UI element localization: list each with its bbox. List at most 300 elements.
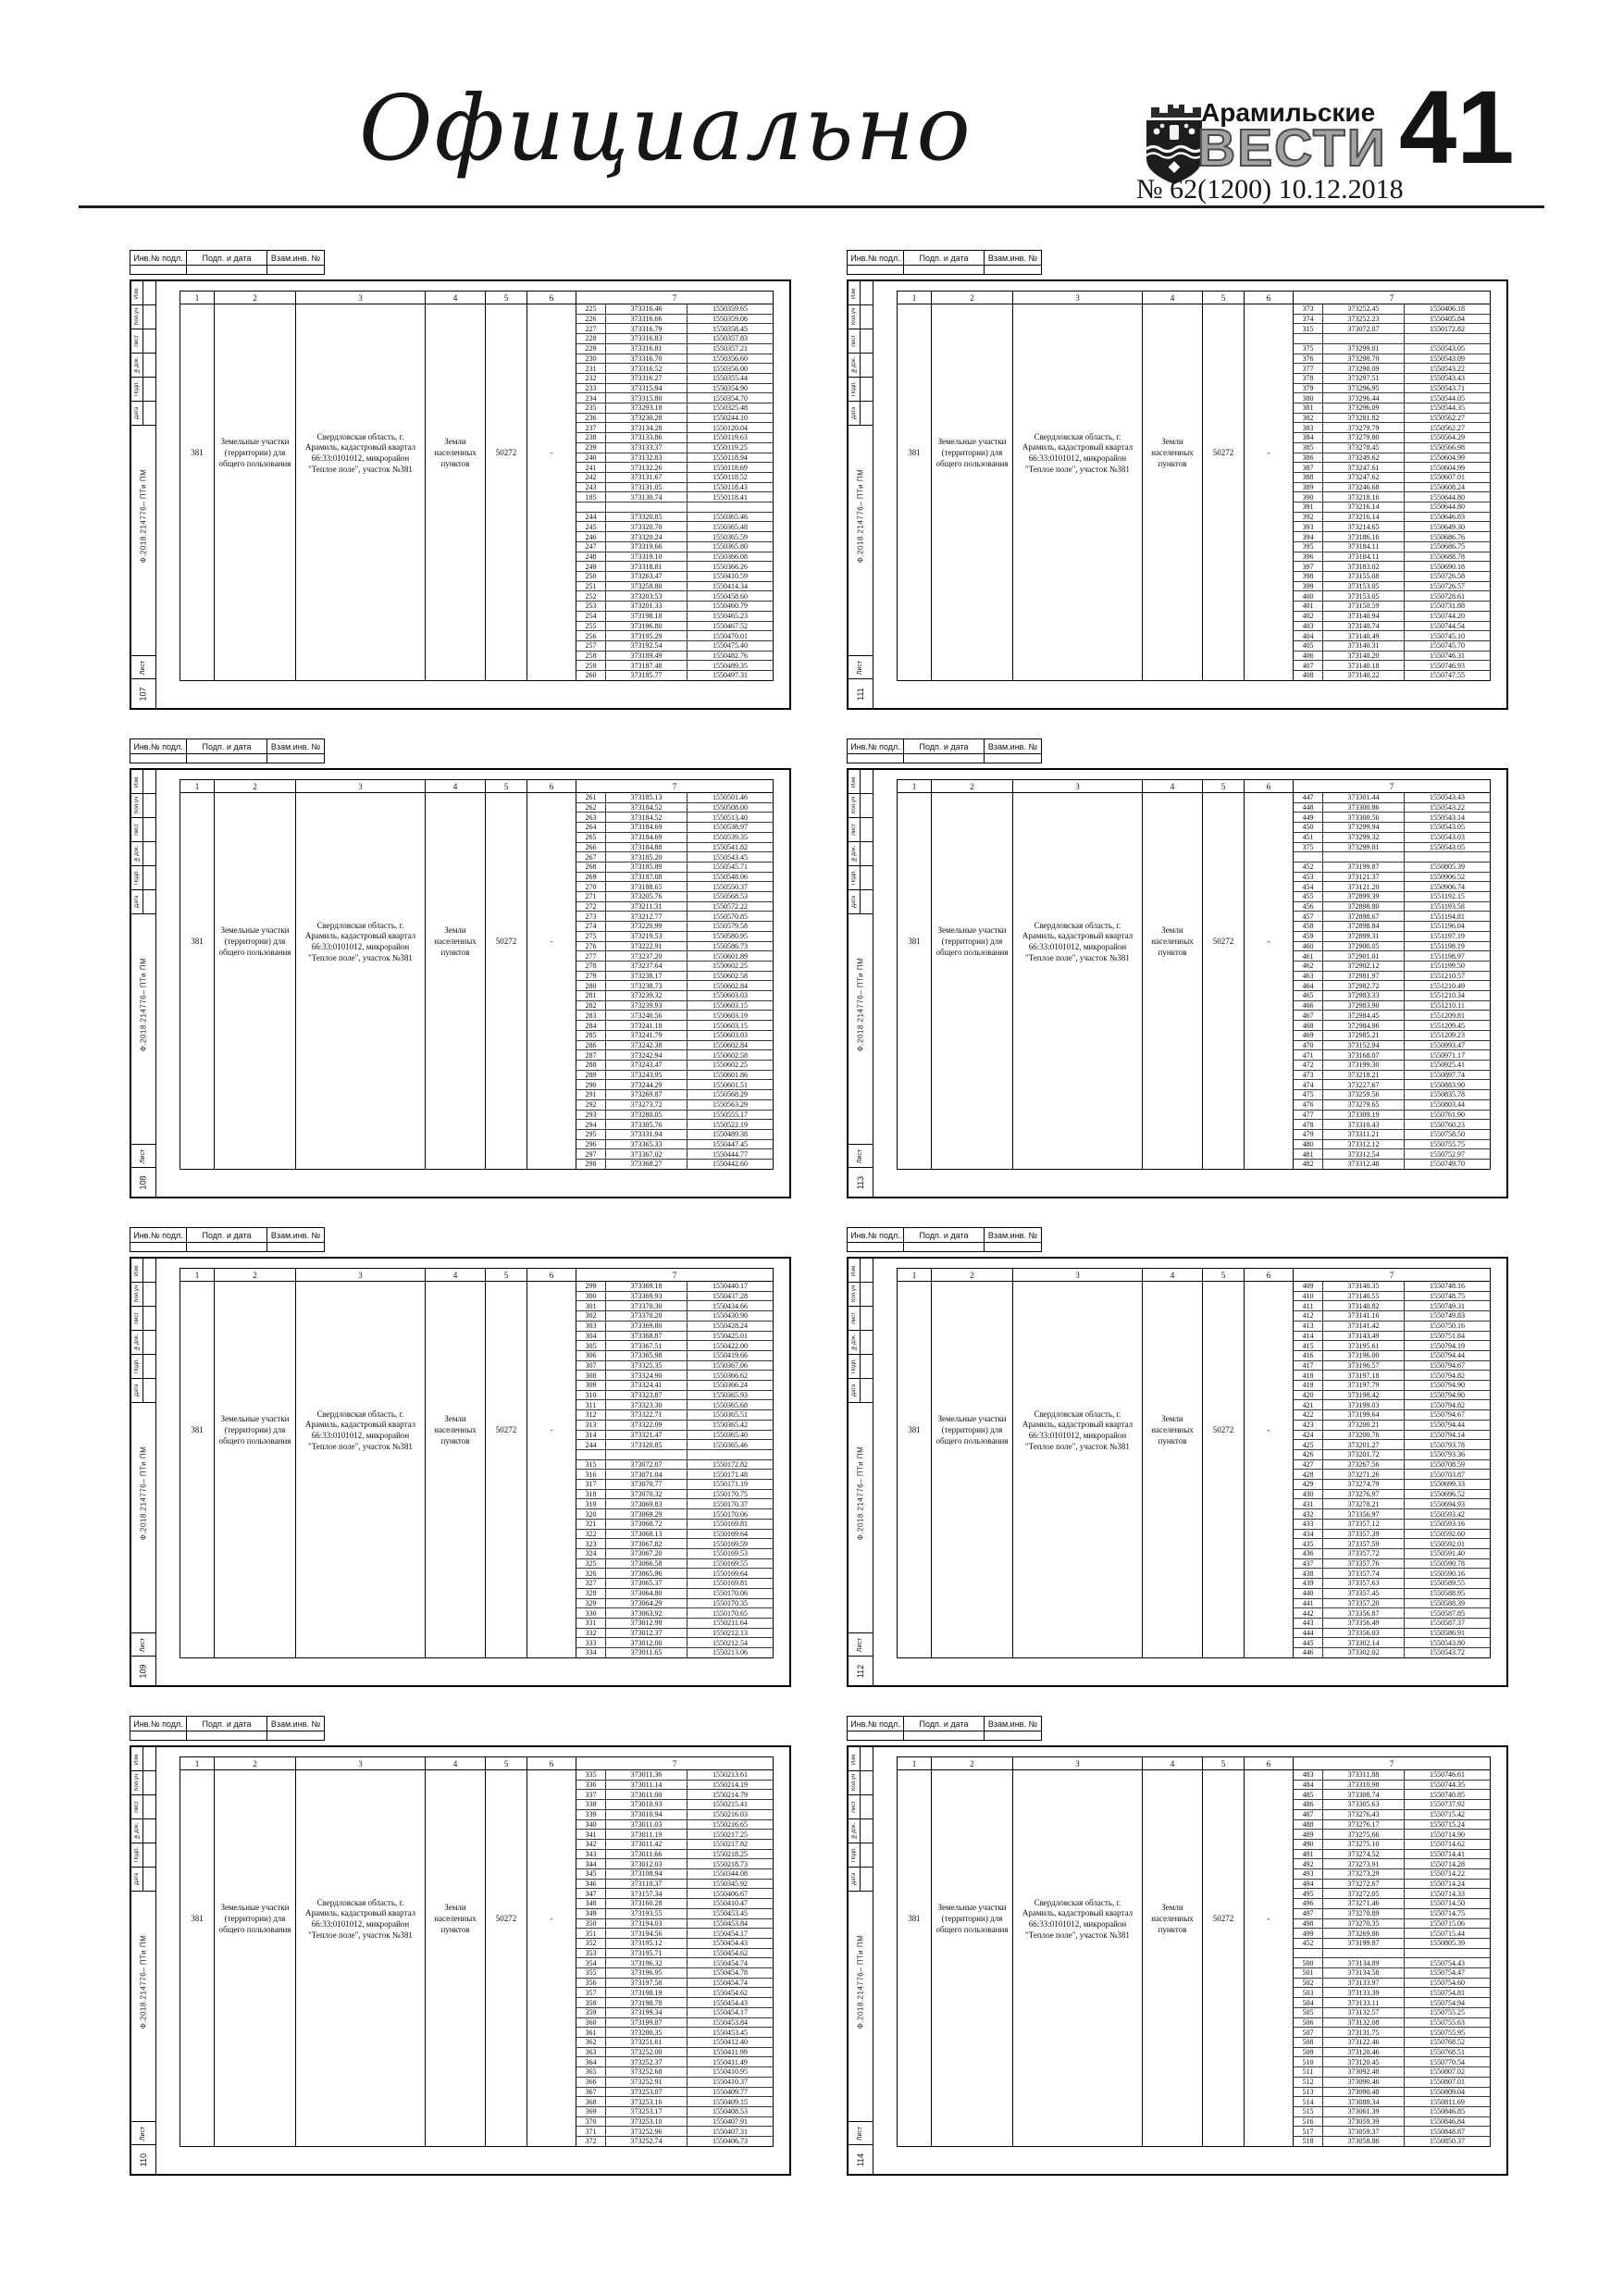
y-coordinate: 1550793.78 xyxy=(1430,1440,1465,1449)
x-coordinate: 373152.94 xyxy=(1323,1041,1405,1050)
y-coordinate: 1550119.63 xyxy=(712,433,748,442)
y-coordinate: 1550359.65 xyxy=(712,304,748,314)
column-header-row xyxy=(897,1756,1491,1770)
point-number: 244 xyxy=(576,1440,606,1449)
coordinate-row xyxy=(1294,1480,1490,1490)
sidebar-stamp xyxy=(849,1747,873,1892)
point-number: 469 xyxy=(1294,1031,1323,1040)
stamp-inv-box xyxy=(130,250,187,275)
coordinate-row xyxy=(1294,522,1490,532)
point-number: 256 xyxy=(576,631,606,640)
y-coordinate: 1550513.40 xyxy=(712,813,748,822)
x-coordinate: 373067.20 xyxy=(606,1549,688,1558)
coordinate-row xyxy=(576,1120,773,1130)
stamp-vzam-label: Взам.инв. № xyxy=(267,1717,324,1731)
point-number: 471 xyxy=(1294,1050,1323,1060)
x-coordinate: 373263.47 xyxy=(606,572,688,581)
sidebar-stamp-cell: Подп. xyxy=(849,1843,873,1868)
sidebar-stamp-cell: Кол.уч xyxy=(849,305,873,329)
column-header: 3 xyxy=(1013,780,1143,792)
point-number: 383 xyxy=(1294,423,1323,432)
column-header: 1 xyxy=(180,1269,215,1281)
coordinate-row xyxy=(576,542,773,552)
y-coordinate: 1550906.52 xyxy=(1430,872,1465,881)
stamp-signdate-blank xyxy=(187,1731,266,1740)
sheet-sidebar xyxy=(131,1747,156,2174)
y-coordinate: 1550366.26 xyxy=(712,562,748,571)
point-number: 426 xyxy=(1294,1450,1323,1459)
coordinate-row xyxy=(576,843,773,853)
stamp-vzam-box xyxy=(266,1227,325,1252)
point-number: 336 xyxy=(576,1781,606,1790)
x-coordinate: 373122.46 xyxy=(1323,2038,1405,2047)
y-coordinate: 1550543.22 xyxy=(1430,803,1465,813)
point-number: 373 xyxy=(1294,304,1323,314)
y-coordinate: 1550454.62 xyxy=(712,1949,748,1957)
point-number: 302 xyxy=(576,1311,606,1321)
x-coordinate: 373195.61 xyxy=(1323,1341,1405,1350)
coordinate-row xyxy=(576,612,773,622)
coordinate-row xyxy=(1294,1282,1490,1292)
coordinate-row xyxy=(576,951,773,962)
coordinate-row xyxy=(1294,991,1490,1001)
y-coordinate: 1551198.97 xyxy=(1430,951,1465,961)
x-coordinate: 372898.84 xyxy=(1323,922,1405,931)
point-number: 479 xyxy=(1294,1130,1323,1139)
y-coordinate: 1550411.49 xyxy=(712,2057,748,2066)
point-number: 252 xyxy=(576,591,606,601)
sidebar-stamp-cell: №док. xyxy=(131,842,155,866)
y-coordinate: 1550746.31 xyxy=(1430,651,1465,660)
sheet-number: 111 xyxy=(856,687,865,701)
column-header: 3 xyxy=(296,1757,426,1769)
coordinate-row xyxy=(576,423,773,433)
y-coordinate: 1550726.58 xyxy=(1430,572,1465,581)
point-number: 357 xyxy=(576,1988,606,1997)
coordinate-row xyxy=(576,2117,773,2128)
coordinate-row xyxy=(576,1998,773,2008)
x-coordinate: 373201.33 xyxy=(606,602,688,611)
y-coordinate: 1550794.90 xyxy=(1430,1381,1465,1390)
x-coordinate: 373272.05 xyxy=(1323,1889,1405,1898)
cadastral-sheet xyxy=(130,250,791,710)
point-number: 271 xyxy=(576,892,606,901)
y-coordinate: 1550497.31 xyxy=(712,671,748,680)
x-coordinate: 373238.73 xyxy=(606,981,688,990)
point-number: 316 xyxy=(576,1470,606,1479)
x-coordinate: 373201.72 xyxy=(1323,1450,1405,1459)
x-coordinate: 373218.21 xyxy=(1323,1071,1405,1080)
x-coordinate: 373274.52 xyxy=(1323,1850,1405,1859)
x-coordinate: 373184.11 xyxy=(1323,552,1405,562)
sidebar-stamp-cell: Подп. xyxy=(131,866,155,890)
point-number: 303 xyxy=(576,1322,606,1331)
sheet-sidebar xyxy=(849,1259,873,1685)
coordinate-row xyxy=(1294,1559,1490,1570)
x-coordinate: 373247.61 xyxy=(1323,463,1405,472)
point-number: 459 xyxy=(1294,932,1323,941)
y-coordinate: 1550414.34 xyxy=(712,582,748,591)
coordinate-row xyxy=(576,513,773,523)
coordinate-row xyxy=(576,532,773,542)
coordinate-row xyxy=(1294,1648,1490,1657)
point-number: 399 xyxy=(1294,582,1323,591)
sidebar-stamp-cell: Изм. xyxy=(131,1259,155,1283)
coordinate-list xyxy=(1294,1770,1490,2146)
coordinate-row xyxy=(1294,1322,1490,1332)
x-coordinate: 373198.78 xyxy=(606,1998,688,2007)
point-number: 328 xyxy=(576,1589,606,1598)
x-coordinate: 372898.80 xyxy=(1323,902,1405,912)
x-coordinate: 373132.08 xyxy=(1323,2018,1405,2028)
point-number: 367 xyxy=(576,2088,606,2097)
point-number: 513 xyxy=(1294,2088,1323,2097)
coordinate-row xyxy=(1294,1840,1490,1850)
x-coordinate: 373184.11 xyxy=(1323,542,1405,552)
column-header: 7 xyxy=(1389,781,1394,791)
y-coordinate: 1550644.80 xyxy=(1430,492,1465,502)
parcel-table xyxy=(897,1268,1491,1658)
x-coordinate: 373220.99 xyxy=(606,922,688,931)
point-number: 515 xyxy=(1294,2107,1323,2116)
point-number: 462 xyxy=(1294,962,1323,971)
y-coordinate: 1550244.10 xyxy=(712,414,748,423)
x-coordinate: 373370.30 xyxy=(606,1301,688,1310)
point-number: 310 xyxy=(576,1391,606,1400)
point-number: 230 xyxy=(576,354,606,364)
point-number: 509 xyxy=(1294,2048,1323,2057)
y-coordinate: 1550169.64 xyxy=(712,1529,748,1538)
point-number: 307 xyxy=(576,1361,606,1371)
sheet-frame xyxy=(130,1745,791,2176)
y-coordinate: 1550754.43 xyxy=(1430,1958,1465,1967)
point-number: 456 xyxy=(1294,902,1323,912)
column-header-row xyxy=(897,291,1491,304)
column-header: 4 xyxy=(426,1269,486,1281)
y-coordinate: 1550434.66 xyxy=(712,1301,748,1310)
y-coordinate: 1550690.18 xyxy=(1430,562,1465,571)
x-coordinate: 373218.16 xyxy=(1323,492,1405,502)
x-coordinate: 373316.66 xyxy=(606,315,688,324)
sheet-label: Лист xyxy=(857,660,864,675)
coordinate-row xyxy=(576,1361,773,1371)
point-number: 518 xyxy=(1294,2137,1323,2146)
y-coordinate: 1550807.01 xyxy=(1430,2078,1465,2087)
x-coordinate: 373184.69 xyxy=(606,823,688,832)
column-header: 7 xyxy=(1389,1758,1394,1769)
y-coordinate: 1550118.69 xyxy=(712,463,748,472)
y-coordinate: 1550751.84 xyxy=(1430,1331,1465,1340)
x-coordinate: 373121.37 xyxy=(1323,873,1405,882)
table-body xyxy=(180,793,774,1170)
coordinate-row xyxy=(576,1810,773,1820)
coordinate-row xyxy=(1294,622,1490,632)
x-coordinate: 373140.35 xyxy=(1323,1282,1405,1291)
x-coordinate: 373319.66 xyxy=(606,542,688,552)
x-coordinate: 373316.27 xyxy=(606,374,688,383)
coordinate-row xyxy=(576,1549,773,1559)
y-coordinate: 1550555.17 xyxy=(712,1110,748,1119)
y-coordinate: 1550475.40 xyxy=(712,641,748,651)
x-coordinate: 373296.44 xyxy=(1323,393,1405,403)
x-coordinate: 373357.12 xyxy=(1323,1520,1405,1529)
coordinate-row xyxy=(576,414,773,424)
coordinate-row xyxy=(576,1100,773,1111)
x-coordinate: 373273.29 xyxy=(1323,1869,1405,1879)
stamp-strip xyxy=(847,1227,1041,1252)
point-number: 442 xyxy=(1294,1608,1323,1618)
coordinate-row xyxy=(576,2057,773,2067)
x-coordinate: 373185.20 xyxy=(606,852,688,862)
y-coordinate: 1550568.29 xyxy=(712,1090,748,1099)
x-coordinate: 373357.45 xyxy=(1323,1589,1405,1598)
y-coordinate: 1550214.79 xyxy=(712,1790,748,1799)
x-coordinate: 373010.94 xyxy=(606,1810,688,1819)
coordinate-row xyxy=(576,1539,773,1549)
y-coordinate: 1550749.70 xyxy=(1430,1160,1465,1169)
coordinate-row xyxy=(1294,1549,1490,1559)
column-header: 4 xyxy=(1143,1269,1203,1281)
stamp-strip xyxy=(847,1716,1041,1741)
coordinate-row xyxy=(576,882,773,892)
point-number: 311 xyxy=(576,1400,606,1409)
y-coordinate: 1550508.00 xyxy=(712,803,748,813)
y-coordinate: 1550714.41 xyxy=(1430,1849,1465,1858)
point-number: 300 xyxy=(576,1292,606,1301)
sheet-number: 110 xyxy=(138,2153,148,2166)
stamp-signdate-blank xyxy=(904,1731,984,1740)
column-header: 6 xyxy=(527,780,576,792)
y-coordinate: 1551209.23 xyxy=(1430,1031,1465,1040)
column-header: 6 xyxy=(1245,292,1294,304)
y-coordinate: 1550601.89 xyxy=(712,951,748,961)
sheet-frame xyxy=(847,1257,1508,1687)
coordinate-row xyxy=(576,1830,773,1840)
coordinate-row xyxy=(576,1979,773,1989)
x-coordinate: 373012.98 xyxy=(606,1619,688,1628)
y-coordinate: 1550213.06 xyxy=(712,1648,748,1657)
cadastral-sheet xyxy=(847,738,1508,1198)
coordinate-row xyxy=(1294,433,1490,443)
x-coordinate: 373066.58 xyxy=(606,1559,688,1569)
x-coordinate: 373242.94 xyxy=(606,1050,688,1060)
parcel-location-cell: Свердловская область, г. Арамиль, кадастровый квартал 66:33:0101012, микрорайон "Теплое поле", участок №381 xyxy=(296,793,426,1169)
coordinate-row xyxy=(576,1939,773,1949)
x-coordinate: 373227.67 xyxy=(1323,1080,1405,1089)
coordinate-row xyxy=(576,602,773,612)
y-coordinate: 1550794.19 xyxy=(1430,1341,1465,1350)
sheet-number-box xyxy=(131,1144,155,1197)
column-header: 7 xyxy=(672,1758,677,1769)
coordinate-row xyxy=(1294,1830,1490,1840)
x-coordinate: 373196.57 xyxy=(1323,1361,1405,1371)
y-coordinate: 1550602.58 xyxy=(712,972,748,980)
point-number: 425 xyxy=(1294,1440,1323,1449)
point-number: 386 xyxy=(1294,453,1323,463)
point-number: 488 xyxy=(1294,1820,1323,1830)
coordinate-row xyxy=(1294,1120,1490,1130)
cadastral-sheet xyxy=(130,1716,791,2176)
y-coordinate: 1550760.23 xyxy=(1430,1120,1465,1129)
y-coordinate: 1550365.80 xyxy=(712,542,748,552)
x-coordinate: 373140.22 xyxy=(1323,671,1405,680)
x-coordinate: 373293.18 xyxy=(606,403,688,413)
parcel-location-cell: Свердловская область, г. Арамиль, кадастровый квартал 66:33:0101012, микрорайон "Теплое поле", участок №381 xyxy=(296,304,426,680)
y-coordinate: 1550570.85 xyxy=(712,912,748,921)
x-coordinate: 373131.67 xyxy=(606,473,688,482)
x-coordinate: 373280.05 xyxy=(606,1111,688,1120)
point-number: 259 xyxy=(576,661,606,670)
coordinate-row xyxy=(1294,1638,1490,1648)
coordinate-row xyxy=(576,823,773,833)
point-number: 309 xyxy=(576,1381,606,1390)
sidebar-stamp xyxy=(849,281,873,426)
point-number: 356 xyxy=(576,1979,606,1988)
stamp-signdate-box xyxy=(186,738,267,763)
coordinate-row xyxy=(1294,2057,1490,2067)
x-coordinate: 373298.09 xyxy=(1323,364,1405,373)
coordinate-row xyxy=(1294,334,1490,344)
stamp-signdate-label: Подп. и дата xyxy=(187,1228,266,1243)
coordinate-row xyxy=(1294,1781,1490,1791)
stamp-inv-blank xyxy=(848,1243,903,1251)
coordinate-row xyxy=(1294,1979,1490,1989)
y-coordinate: 1550356.00 xyxy=(712,364,748,373)
sidebar-stamp-cell: Дата xyxy=(131,402,155,426)
sheet-number-box xyxy=(131,2121,155,2174)
coordinate-row xyxy=(1294,671,1490,680)
y-coordinate: 1550170.35 xyxy=(712,1598,748,1607)
coordinate-row xyxy=(1294,1460,1490,1471)
x-coordinate: 373322.71 xyxy=(606,1410,688,1420)
y-coordinate: 1550412.40 xyxy=(712,2038,748,2047)
point-number: 486 xyxy=(1294,1800,1323,1809)
point-number: 440 xyxy=(1294,1589,1323,1598)
x-coordinate: 373199.30 xyxy=(1323,1061,1405,1070)
y-coordinate: 1550544.05 xyxy=(1430,393,1465,403)
column-header: 4 xyxy=(426,1757,486,1769)
y-coordinate: 1550218.25 xyxy=(712,1849,748,1858)
x-coordinate: 373310.98 xyxy=(1323,1781,1405,1790)
y-coordinate: 1550213.61 xyxy=(712,1770,748,1780)
coordinate-row xyxy=(1294,1071,1490,1081)
stamp-vzam-blank xyxy=(985,266,1041,274)
coordinate-row xyxy=(1294,2018,1490,2029)
stamp-vzam-box xyxy=(266,738,325,763)
y-coordinate: 1550591.40 xyxy=(1430,1549,1465,1558)
point-number: 375 xyxy=(1294,344,1323,354)
point-number: 385 xyxy=(1294,443,1323,453)
column-header: 1 xyxy=(898,780,932,792)
sheet-frame xyxy=(847,768,1508,1198)
y-coordinate: 1551196.04 xyxy=(1430,922,1465,931)
coordinate-row xyxy=(576,1949,773,1959)
x-coordinate: 373011.66 xyxy=(606,1850,688,1859)
y-coordinate: 1550971.17 xyxy=(1430,1050,1465,1060)
x-coordinate: 373194.56 xyxy=(606,1929,688,1938)
sheet-sidebar xyxy=(131,1259,156,1685)
y-coordinate: 1550714.24 xyxy=(1430,1880,1465,1889)
y-coordinate: 1550543.22 xyxy=(1430,364,1465,373)
stamp-vzam-blank xyxy=(985,1731,1041,1740)
point-number: 322 xyxy=(576,1530,606,1539)
sidebar-stamp-cell: Изм. xyxy=(131,770,155,794)
point-number: 370 xyxy=(576,2117,606,2127)
x-coordinate: 373193.55 xyxy=(606,1909,688,1918)
x-coordinate: 373324.41 xyxy=(606,1381,688,1390)
y-coordinate: 1550586.73 xyxy=(712,941,748,950)
y-coordinate: 1550562.27 xyxy=(1430,414,1465,423)
parcel-location-cell: Свердловская область, г. Арамиль, кадастровый квартал 66:33:0101012, микрорайон "Теплое поле", участок №381 xyxy=(296,1282,426,1657)
coordinate-row xyxy=(1294,1949,1490,1959)
column-header: 7 xyxy=(672,781,677,791)
point-number: 348 xyxy=(576,1899,606,1908)
coordinate-row xyxy=(576,1899,773,1909)
coordinate-row xyxy=(1294,591,1490,602)
x-coordinate: 373216.14 xyxy=(1323,513,1405,522)
y-coordinate: 1550714.33 xyxy=(1430,1889,1465,1898)
x-coordinate: 373316.52 xyxy=(606,364,688,373)
x-coordinate: 373258.80 xyxy=(606,582,688,591)
y-coordinate: 1550440.17 xyxy=(712,1282,748,1291)
x-coordinate: 373302.02 xyxy=(1323,1648,1405,1657)
x-coordinate: 372985.21 xyxy=(1323,1031,1405,1040)
column-header: 1 xyxy=(898,1757,932,1769)
coordinate-row xyxy=(576,1589,773,1599)
x-coordinate: 373090.46 xyxy=(1323,2078,1405,2087)
x-coordinate: 373219.53 xyxy=(606,932,688,941)
column-header: 7 xyxy=(1389,292,1394,303)
coordinate-row xyxy=(576,863,773,873)
parcel-number-cell: 381 xyxy=(898,304,932,680)
x-coordinate: 373134.89 xyxy=(1323,1958,1405,1967)
point-number: 466 xyxy=(1294,1001,1323,1011)
x-coordinate: 373205.76 xyxy=(606,892,688,901)
y-coordinate: 1550603.15 xyxy=(712,1021,748,1030)
y-coordinate: 1550470.01 xyxy=(712,631,748,640)
coordinate-row xyxy=(576,1371,773,1381)
x-coordinate: 373141.16 xyxy=(1323,1311,1405,1321)
x-coordinate: 373222.91 xyxy=(606,942,688,951)
sidebar-stamp-cell: Дата xyxy=(131,1868,155,1892)
x-coordinate xyxy=(1323,1949,1405,1958)
y-coordinate: 1550740.85 xyxy=(1430,1790,1465,1799)
point-number: 507 xyxy=(1294,2028,1323,2037)
x-coordinate: 373357.39 xyxy=(1323,1530,1405,1539)
dash-cell: - xyxy=(1245,304,1294,680)
coordinate-row xyxy=(1294,1031,1490,1041)
x-coordinate: 373297.51 xyxy=(1323,374,1405,383)
column-header: 6 xyxy=(1245,1269,1294,1281)
point-number: 468 xyxy=(1294,1021,1323,1030)
y-coordinate: 1550454.43 xyxy=(712,1939,748,1948)
y-coordinate: 1550750.16 xyxy=(1430,1322,1465,1331)
sheet-sidebar xyxy=(849,281,873,708)
stamp-signdate-label: Подп. и дата xyxy=(904,739,984,754)
x-coordinate: 373012.03 xyxy=(606,1859,688,1868)
stamp-inv-blank xyxy=(130,1243,186,1251)
coordinate-row xyxy=(576,354,773,365)
coordinate-row xyxy=(1294,562,1490,572)
coordinate-row xyxy=(576,1381,773,1391)
coordinate-row xyxy=(1294,1400,1490,1410)
point-number: 467 xyxy=(1294,1011,1323,1020)
area-cell: 50272 xyxy=(1203,1282,1245,1657)
x-coordinate: 373299.94 xyxy=(1323,823,1405,832)
point-number: 435 xyxy=(1294,1539,1323,1548)
point-number: 257 xyxy=(576,641,606,651)
form-code: Ф.2018.214776– ПТи ПМ xyxy=(139,957,148,1051)
